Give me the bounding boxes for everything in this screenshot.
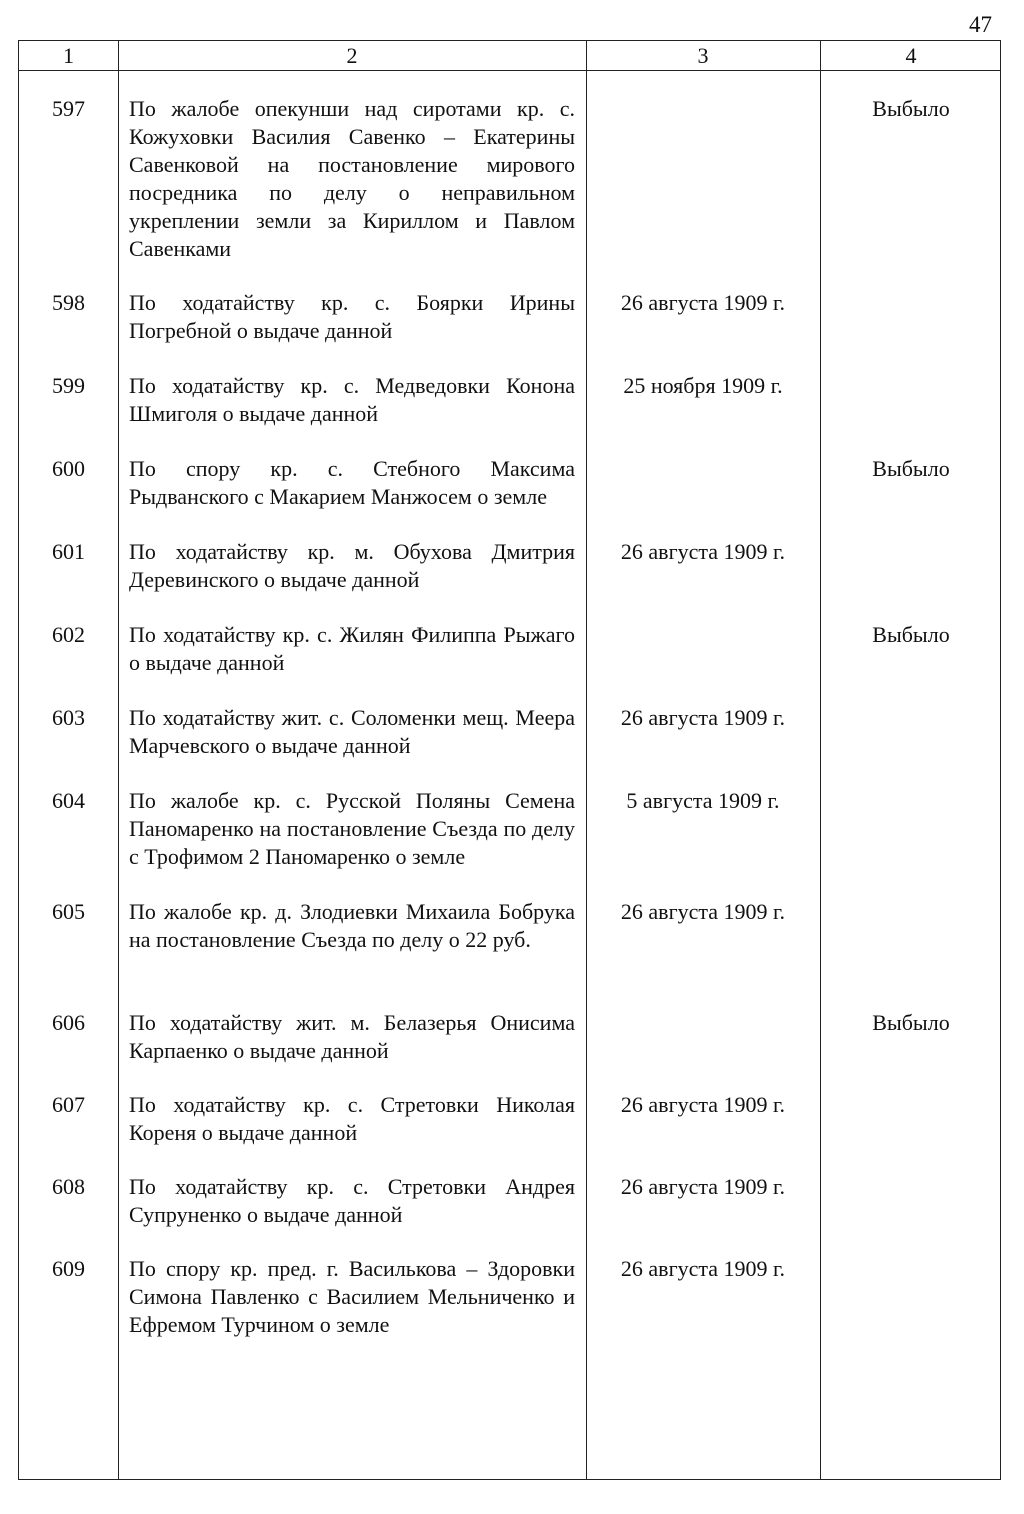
case-description: По ходатайству кр. с. Стретовки Андрея Супруненко о выдаче данной xyxy=(129,1174,575,1227)
case-date: 26 августа 1909 г. xyxy=(620,290,786,315)
case-description: По спору кр. пред. г. Василькова – Здоровки Симона Павленко с Василием Мельниченко и Ефремом Турчином о земле xyxy=(129,1256,575,1337)
table-row xyxy=(19,898,1000,1009)
case-number: 597 xyxy=(52,96,85,121)
case-date: 26 августа 1909 г. xyxy=(620,705,786,730)
table-header xyxy=(19,41,1000,71)
case-description: По ходатайству кр. с. Медведовки Конона Шмиголя о выдаче данной xyxy=(129,373,575,426)
case-number: 602 xyxy=(52,622,85,647)
case-date: 26 августа 1909 г. xyxy=(620,539,786,564)
table-row xyxy=(19,289,1000,372)
case-description: По ходатайству жит. с. Соломенки мещ. Меера Марчевского о выдаче данной xyxy=(129,705,575,758)
case-number: 601 xyxy=(52,539,85,564)
case-description: По ходатайству кр. с. Боярки Ирины Погребной о выдаче данной xyxy=(129,290,575,343)
case-date: 26 августа 1909 г. xyxy=(620,1092,786,1117)
header-col-3: 3 xyxy=(697,43,709,68)
header-col-1: 1 xyxy=(63,43,74,68)
page-number: 47 xyxy=(969,12,992,37)
case-date: 25 ноября 1909 г. xyxy=(623,373,783,398)
table-row xyxy=(19,538,1000,621)
case-status: Выбыло xyxy=(872,1010,950,1035)
register-table xyxy=(18,40,1001,1480)
case-status: Выбыло xyxy=(872,456,950,481)
table-row xyxy=(19,372,1000,455)
case-number: 607 xyxy=(52,1092,85,1117)
case-date: 26 августа 1909 г. xyxy=(620,1174,786,1199)
case-number: 605 xyxy=(52,899,85,924)
case-status: Выбыло xyxy=(872,622,950,647)
case-number: 606 xyxy=(52,1010,85,1035)
header-col-2: 2 xyxy=(346,43,358,68)
table-row xyxy=(19,1091,1000,1173)
table-row xyxy=(19,787,1000,898)
case-number: 603 xyxy=(52,705,85,730)
case-description: По спору кр. с. Стебного Максима Рыдванского с Макарием Манжосем о земле xyxy=(129,456,575,509)
table-row xyxy=(19,621,1000,704)
case-status: Выбыло xyxy=(872,96,950,121)
case-number: 600 xyxy=(52,456,85,481)
case-description: По ходатайству кр. с. Жилян Филиппа Рыжаго о выдаче данной xyxy=(129,622,575,675)
table-row xyxy=(19,704,1000,787)
case-description: По ходатайству жит. м. Белазерья Онисима Карпаенко о выдаче данной xyxy=(129,1010,575,1063)
case-description: По жалобе кр. д. Злодиевки Михаила Бобрука на постановление Съезда по делу о 22 руб. xyxy=(129,899,575,952)
table-row xyxy=(19,1173,1000,1255)
case-date: 26 августа 1909 г. xyxy=(620,899,786,924)
case-number: 598 xyxy=(52,290,85,315)
case-number: 599 xyxy=(52,373,85,398)
table-row xyxy=(19,95,1000,289)
case-date: 26 августа 1909 г. xyxy=(620,1256,786,1281)
table-row xyxy=(19,455,1000,538)
case-number: 608 xyxy=(52,1174,85,1199)
case-description: По жалобе кр. с. Русской Поляны Семена Паномаренко на постановление Съезда по делу с Трофимом 2 Паномаренко о земле xyxy=(129,788,575,869)
table-body xyxy=(19,95,1000,1375)
case-date: 5 августа 1909 г. xyxy=(626,788,780,813)
case-number: 609 xyxy=(52,1256,85,1281)
case-description: По ходатайству кр. с. Стретовки Николая Кореня о выдаче данной xyxy=(129,1092,575,1145)
table-row xyxy=(19,1255,1000,1375)
case-description: По жалобе опекунши над сиротами кр. с. Кожуховки Василия Савенко – Екатерины Савенковой на постановление мирового посредника по делу о неправильном укреплении земли за Кириллом и Павлом Савенками xyxy=(129,96,575,261)
case-number: 604 xyxy=(52,788,85,813)
header-col-4: 4 xyxy=(905,43,917,68)
table-row xyxy=(19,1009,1000,1091)
case-description: По ходатайству кр. м. Обухова Дмитрия Деревинского о выдаче данной xyxy=(129,539,575,592)
